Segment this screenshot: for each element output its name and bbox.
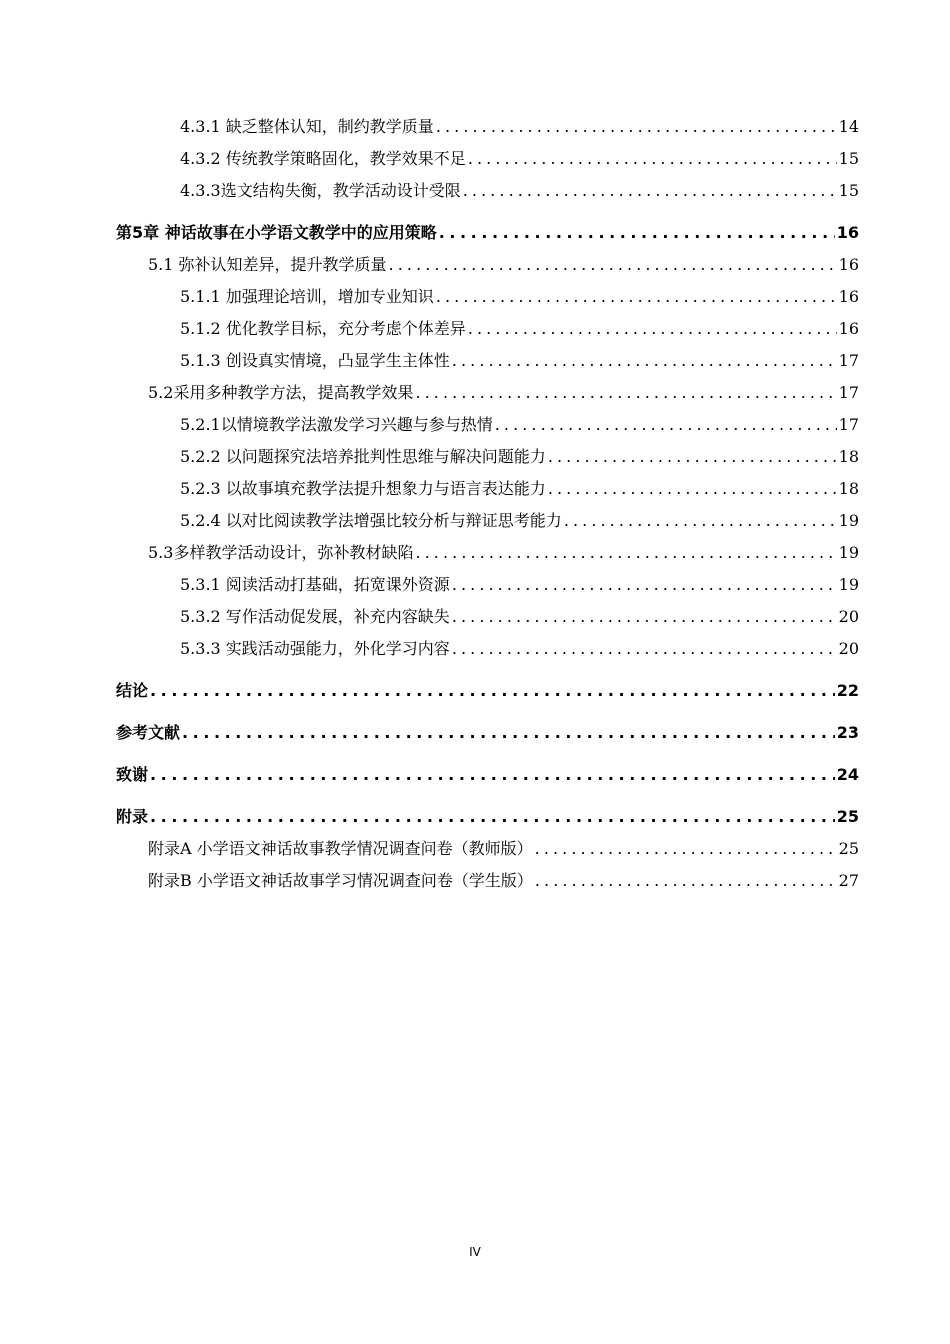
toc-entry-page: 19 xyxy=(838,543,859,562)
toc-dot-leader xyxy=(452,606,837,628)
toc-entry[interactable] xyxy=(116,680,859,702)
toc-entry-title: 5.3.1 阅读活动打基础，拓宽课外资源 xyxy=(180,575,450,594)
toc-entry[interactable] xyxy=(116,510,859,532)
toc-entry-title: 致谢 xyxy=(116,765,149,784)
toc-entry-title: 4.3.3选文结构失衡，教学活动设计受限 xyxy=(180,181,461,200)
toc-entry-page: 25 xyxy=(838,839,859,858)
toc-entry-page: 18 xyxy=(838,479,859,498)
table-of-contents xyxy=(116,116,859,892)
toc-entry-title: 附录B 小学语文神话故事学习情况调查问卷（学生版） xyxy=(148,871,533,890)
toc-dot-leader xyxy=(182,722,835,744)
toc-entry-page: 27 xyxy=(838,871,859,890)
toc-dot-leader xyxy=(535,838,837,860)
toc-entry-page: 16 xyxy=(838,255,859,274)
toc-entry-title: 附录A 小学语文神话故事教学情况调查问卷（教师版） xyxy=(148,839,533,858)
toc-entry-title: 5.1.1 加强理论培训，增加专业知识 xyxy=(180,287,434,306)
toc-entry-page: 23 xyxy=(836,723,859,742)
toc-entry[interactable] xyxy=(116,148,859,170)
toc-entry[interactable] xyxy=(116,286,859,308)
toc-dot-leader xyxy=(150,680,835,702)
toc-entry-title: 4.3.1 缺乏整体认知，制约教学质量 xyxy=(180,117,434,136)
toc-dot-leader xyxy=(415,382,836,404)
toc-entry[interactable] xyxy=(116,318,859,340)
toc-entry[interactable] xyxy=(116,574,859,596)
toc-entry[interactable] xyxy=(116,638,859,660)
toc-entry-page: 15 xyxy=(838,181,859,200)
toc-entry-page: 20 xyxy=(838,639,859,658)
page-number: IV xyxy=(469,1245,481,1259)
toc-entry-title: 结论 xyxy=(116,681,149,700)
toc-entry-title: 5.3.3 实践活动强能力，外化学习内容 xyxy=(180,639,450,658)
toc-entry[interactable] xyxy=(116,116,859,138)
toc-dot-leader xyxy=(463,180,837,202)
toc-dot-leader xyxy=(452,574,837,596)
toc-entry-title: 5.3多样教学活动设计，弥补教材缺陷 xyxy=(148,543,414,562)
toc-entry-page: 19 xyxy=(838,575,859,594)
toc-entry[interactable] xyxy=(116,414,859,436)
toc-entry[interactable] xyxy=(116,350,859,372)
toc-entry-page: 17 xyxy=(838,383,859,402)
toc-dot-leader xyxy=(548,446,837,468)
toc-entry-page: 17 xyxy=(838,351,859,370)
toc-dot-leader xyxy=(436,286,837,308)
toc-entry[interactable] xyxy=(116,764,859,786)
toc-dot-leader xyxy=(436,116,837,138)
toc-entry-page: 14 xyxy=(838,117,859,136)
toc-entry[interactable] xyxy=(116,254,859,276)
toc-entry[interactable] xyxy=(116,870,859,892)
toc-entry-page: 25 xyxy=(836,807,859,826)
toc-entry[interactable] xyxy=(116,722,859,744)
toc-entry-page: 18 xyxy=(838,447,859,466)
toc-dot-leader xyxy=(150,764,835,786)
toc-entry[interactable] xyxy=(116,478,859,500)
toc-dot-leader xyxy=(564,510,837,532)
toc-entry-page: 16 xyxy=(836,223,859,242)
toc-entry-page: 24 xyxy=(836,765,859,784)
toc-entry-title: 5.1.3 创设真实情境，凸显学生主体性 xyxy=(180,351,450,370)
toc-entry-title: 5.2.2 以问题探究法培养批判性思维与解决问题能力 xyxy=(180,447,546,466)
toc-dot-leader xyxy=(468,318,837,340)
toc-entry-title: 5.2.1以情境教学法激发学习兴趣与参与热情 xyxy=(180,415,493,434)
toc-entry-title: 5.2.4 以对比阅读教学法增强比较分析与辩证思考能力 xyxy=(180,511,562,530)
toc-entry[interactable] xyxy=(116,542,859,564)
toc-entry-page: 15 xyxy=(838,149,859,168)
toc-dot-leader xyxy=(535,870,837,892)
toc-entry-title: 5.2.3 以故事填充教学法提升想象力与语言表达能力 xyxy=(180,479,546,498)
toc-dot-leader xyxy=(468,148,837,170)
toc-dot-leader xyxy=(495,414,837,436)
toc-entry[interactable] xyxy=(116,222,859,244)
toc-entry-title: 5.2采用多种教学方法，提高教学效果 xyxy=(148,383,414,402)
toc-entry-title: 4.3.2 传统教学策略固化，教学效果不足 xyxy=(180,149,466,168)
toc-entry-title: 附录 xyxy=(116,807,149,826)
toc-entry[interactable] xyxy=(116,806,859,828)
toc-entry[interactable] xyxy=(116,180,859,202)
toc-entry-page: 19 xyxy=(838,511,859,530)
toc-entry-title: 5.1 弥补认知差异，提升教学质量 xyxy=(148,255,387,274)
toc-entry[interactable] xyxy=(116,382,859,404)
toc-entry-page: 17 xyxy=(838,415,859,434)
toc-entry-title: 5.3.2 写作活动促发展，补充内容缺失 xyxy=(180,607,450,626)
toc-entry-page: 16 xyxy=(838,319,859,338)
toc-entry-title: 参考文献 xyxy=(116,723,181,742)
toc-entry-page: 22 xyxy=(836,681,859,700)
toc-dot-leader xyxy=(548,478,837,500)
toc-entry-page: 20 xyxy=(838,607,859,626)
toc-dot-leader xyxy=(452,350,837,372)
toc-entry-page: 16 xyxy=(838,287,859,306)
toc-dot-leader xyxy=(439,222,835,244)
toc-entry-title: 第5章 神话故事在小学语文教学中的应用策略 xyxy=(116,223,437,242)
toc-dot-leader xyxy=(150,806,835,828)
toc-entry[interactable] xyxy=(116,838,859,860)
toc-entry-title: 5.1.2 优化教学目标，充分考虑个体差异 xyxy=(180,319,466,338)
toc-entry[interactable] xyxy=(116,446,859,468)
toc-dot-leader xyxy=(415,542,836,564)
toc-dot-leader xyxy=(389,254,837,276)
toc-entry[interactable] xyxy=(116,606,859,628)
toc-dot-leader xyxy=(452,638,837,660)
